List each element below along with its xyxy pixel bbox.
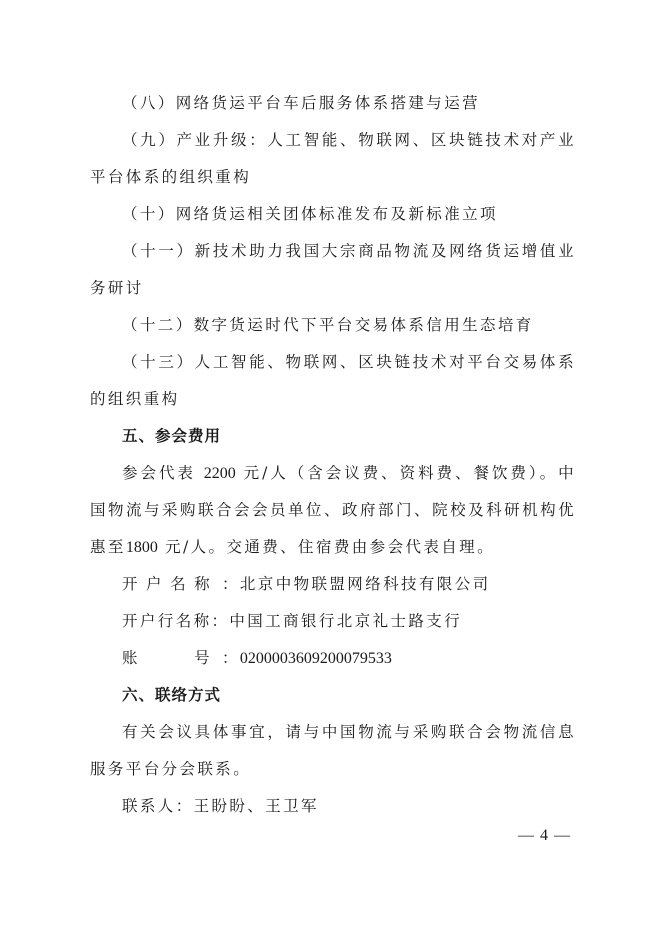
contact-persons bbox=[90, 788, 576, 825]
topic-item-12: （十二）数字货运时代下平台交易体系信用生态培育 bbox=[122, 316, 534, 334]
account-name-colon: ： bbox=[222, 575, 240, 593]
label-char: 名 bbox=[170, 575, 188, 593]
bank-name-row bbox=[90, 603, 576, 640]
bank-name-label: 开户行名称： bbox=[122, 612, 230, 630]
topic-item-11: （十一）新技术助力我国大宗商品物流及网络货运增值业务研讨 bbox=[90, 242, 576, 297]
contact-paragraph: 有关会议具体事宜，请与中国物流与采购联合会物流信息服务平台分会联系。 bbox=[90, 723, 576, 778]
topic-item-8: （八）网络货运平台车后服务体系搭建与运营 bbox=[122, 94, 481, 112]
topic-item-10: （十）网络货运相关团体标准发布及新标准立项 bbox=[122, 205, 498, 223]
account-number-value: 0200003609200079533 bbox=[239, 650, 392, 667]
label-char: 户 bbox=[146, 575, 164, 593]
label-char: 账 bbox=[122, 649, 140, 667]
topic-item-13: （十三）人工智能、物联网、区块链技术对平台交易体系的组织重构 bbox=[90, 353, 576, 408]
section-heading-contact: 六、联络方式 bbox=[122, 686, 222, 704]
contact-names: 王盼盼、王卫军 bbox=[193, 797, 319, 815]
fee-discount-amount: 1800 bbox=[125, 539, 158, 556]
bank-name-value: 中国工商银行北京礼士路支行 bbox=[229, 612, 463, 630]
account-name-label bbox=[122, 566, 212, 603]
fee-paragraph bbox=[90, 455, 576, 566]
fee-text-part2: 元/人（含会议费、资料费、餐饮费）。中国物流与采购联合会会员单位、政府部门、院校及科研机构优惠至 bbox=[90, 464, 576, 556]
page-number: — 4 — bbox=[518, 827, 571, 844]
fee-text-part1: 参会代表 bbox=[122, 464, 204, 482]
section-heading-fees: 五、参会费用 bbox=[122, 427, 222, 445]
account-number-row bbox=[90, 640, 576, 677]
document-page bbox=[90, 85, 576, 825]
label-char: 开 bbox=[122, 575, 140, 593]
fee-standard-amount: 2200 bbox=[203, 465, 236, 482]
contact-label: 联系人： bbox=[122, 797, 194, 815]
label-char: 号 bbox=[194, 649, 212, 667]
account-name-value: 北京中物联盟网络科技有限公司 bbox=[239, 575, 491, 593]
account-number-label bbox=[122, 640, 212, 677]
account-name-row bbox=[90, 566, 576, 603]
account-number-colon: ： bbox=[222, 649, 240, 667]
label-char: 称 bbox=[194, 575, 212, 593]
fee-text-part3: 元/人。交通费、住宿费由参会代表自理。 bbox=[157, 538, 495, 556]
topic-item-9: （九）产业升级：人工智能、物联网、区块链技术对产业平台体系的组织重构 bbox=[90, 131, 576, 186]
